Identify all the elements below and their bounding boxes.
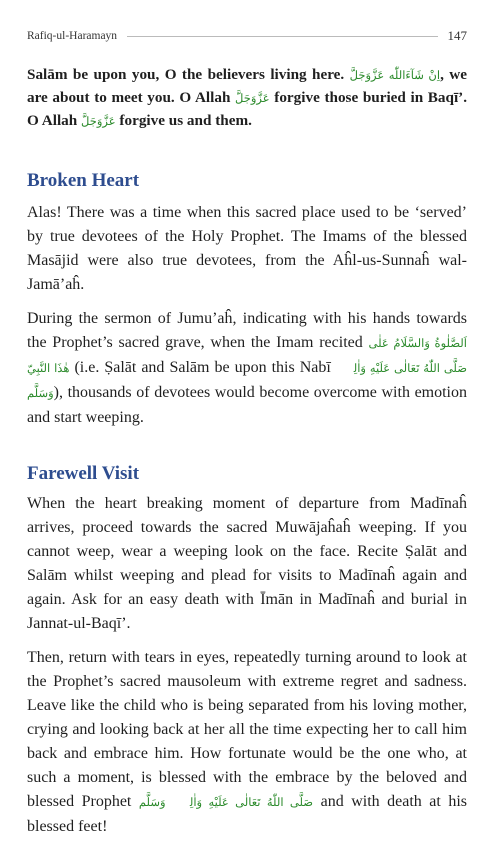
paragraph: When the heart breaking moment of departure from Madīnaĥ arrives, proceed towards the sacred Muwājaĥaĥ weeping. If you cannot weep, wear a weeping look on the face. Recite Ṣalāt and Salām whilst weeping and plead for visits to Madīnaĥ again and again. Ask for an easy death with Īmān in Madīnaĥ and burial in Jannat-ul-Baqī’. [27, 495, 467, 632]
arabic-phrase: اِنْ شَآءَاللّٰه عَزَّوَجَلَّ [349, 70, 441, 82]
intro-text-1: Salām be upon you, O the believers living here. [27, 66, 345, 83]
intro-text-2: , we are about to meet you. O Allah [27, 66, 467, 106]
page-number: 147 [447, 28, 467, 43]
paragraph: Alas! There was a time when this sacred place used to be ‘served’ by true devotees of the Holy Prophet. The Imams of the blessed Masājid were also true devotees, from the Aĥl-us-Sunnaĥ wal-Jamā’aĥ. [27, 204, 467, 293]
paragraph-text: During the sermon of Jumu’aĥ, indicating with his hands towards the Prophet’s sacred grave, when the Imam recited [27, 310, 467, 351]
arabic-phrase: عَزَّوَجَلَّ [235, 93, 270, 105]
header-rule [127, 36, 437, 37]
arabic-phrase: صَلَّی اللّٰهُ تَعَالٰی عَلَيْهِ وَاٰلِهٖ وَسَلَّم [138, 797, 314, 809]
page-content [27, 64, 467, 849]
paragraph-text: ), thousands of devotees would become overcome with emotion and start weeping. [27, 384, 467, 426]
arabic-phrase: اَلصَّلٰوةُ وَالسَّلَامُ عَلٰى هٰذَا النَّبِيّ [27, 338, 467, 375]
section-heading-broken-heart: Broken Heart [27, 170, 140, 191]
intro-text-4: forgive us and them. [119, 112, 252, 129]
paragraph-text: (i.e. Ṣalāt and Salām be upon this Nabī [74, 359, 331, 376]
running-header [27, 27, 467, 45]
paragraph [27, 646, 467, 839]
book-title: Rafiq-ul-Haramayn [27, 30, 118, 42]
paragraph-text: and with death at his blessed feet! [27, 793, 468, 835]
paragraph-text: Then, return with tears in eyes, repeatedly turning around to look at the Prophet’s sacred mausoleum with extreme regret and sadness. Leave like the child who is being separated from his loving mother, crying and looking back at her all the time expecting her to call him back and embrace him. How fortunate would be the one who, at such a moment, is blessed with the embrace by the beloved and blessed Prophet [27, 649, 467, 810]
paragraph [27, 307, 467, 430]
intro-salutation [27, 64, 467, 133]
arabic-phrase: عَزَّوَجَلَّ [81, 116, 116, 128]
arabic-phrase: صَلَّی اللّٰهُ تَعَالٰی عَلَيْهِ وَاٰلِهٖ وَسَلَّم [27, 363, 467, 400]
section-heading-farewell-visit: Farewell Visit [27, 463, 140, 484]
intro-text-3: forgive those buried in Baqī’. O Allah [27, 89, 468, 129]
